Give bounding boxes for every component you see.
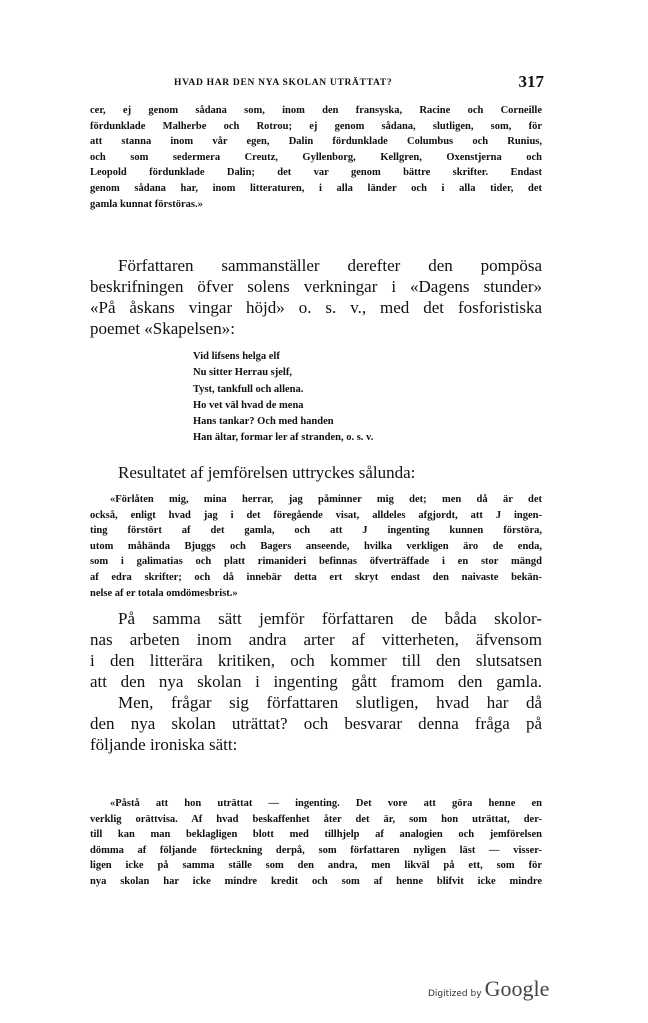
text-line: den nya skolan uträttat? och besvarar denna fråga på [90,714,542,733]
page-number: 317 [518,72,544,91]
poem-line: Hans tankar? Och med handen [193,416,334,428]
text-line: Men, frågar sig författaren slutligen, hvad har då [118,693,542,712]
poem-quote [193,349,373,447]
text-line: gamla kunnat förstöras.» [90,198,203,210]
running-head: HVAD HAR DEN NYA SKOLAN UTRÄTTAT? [174,78,393,88]
paragraph-body [90,608,542,755]
poem-line: Tyst, tankfull och allena. [193,383,304,395]
poem-line: Han ältar, formar ler af stranden, o. s. v. [193,432,374,444]
paragraph-body [90,255,542,339]
text-line: i den litterära kritiken, och kommer till den slutsatsen [90,651,542,670]
text-line: dömma af följande förteckning derpå, som författaren nyligen läst — visser- [90,844,542,856]
paragraph-quote [90,492,542,601]
text-line: cer, ej genom sådana som, inom den fransyska, Racine och Corneille [90,105,542,116]
text-line: nya skolan har icke mindre kredit och som af henne blifvit icke mindre [90,875,542,887]
text-line: af edra skrifter; och då innebär detta ert skryt endast den naivaste bekän- [90,571,542,583]
text-line: och som sedermera Creutz, Gyllenborg, Kellgren, Oxenstjerna och [90,151,542,163]
text-line: nas arbeten inom andra arter af vitterheten, äfvensom [90,630,542,649]
text-line: också, enligt hvad jag i det föregående visat, alldeles afgjordt, att J ingen- [90,509,542,521]
text-line: Resultatet af jemförelsen uttryckes sålunda: [118,463,416,482]
digitized-footer [428,976,568,1002]
page-header [124,74,544,94]
text-line: följande ironiska sätt: [90,735,238,754]
text-line: «Påstå att hon uträttat — ingenting. Det vore att göra henne en [110,798,542,809]
paragraph-body [90,462,542,483]
text-line: ting förstört af det gamla, och att J ingenting kunnen förstöra, [90,525,542,537]
paragraph-quote-continuation [90,103,542,212]
text-line: Leopold fördunklade Dalin; det var genom bättre skrifter. Endast [90,167,542,179]
text-line: att den nya skolan i ingenting gått framom den gamla. [90,672,542,691]
text-line: ligen icke på samma ställe som den andra, men likväl på ett, som för [90,860,542,872]
paragraph-quote [90,796,542,890]
text-line: beskrifningen öfver solens verkningar i «Dagens stunder» [90,277,542,296]
text-line: genom sådana har, inom litteraturen, i alla länder och i alla tider, det [90,182,542,194]
digitized-label: Digitized by [428,989,482,999]
poem-line: Vid lifsens helga elf [193,351,280,362]
text-line: till kan man beklagligen blott med tillhjelp af analogien och jemförelsen [90,829,542,841]
text-line: som i galimatias och platt rimanideri befinnas öfverträffade i en stor mängd [90,556,542,568]
text-line: nelse af er totala omdömesbrist.» [90,587,238,599]
text-line: verklig orättvisa. Af hvad beskaffenhet åter det är, som hon uträttat, der- [90,813,542,825]
poem-line: Ho vet väl hvad de mena [193,399,304,411]
google-logo: Google [484,976,550,1001]
text-line: På samma sätt jemför författaren de båda skolor- [118,609,542,628]
text-line: poemet «Skapelsen»: [90,319,235,338]
text-line: «Förlåten mig, mina herrar, jag påminner mig det; men då är det [110,494,542,505]
text-line: fördunklade Malherbe och Rotrou; ej genom sådana, slutligen, som, för [90,120,542,132]
text-line: utom måhända Bjuggs och Bagers anseende, hvilka verkligen äro de enda, [90,540,542,552]
poem-line: Nu sitter Herrau sjelf, [193,367,292,379]
text-line: att stanna inom vår egen, Dalin fördunklade Columbus och Runius, [90,136,542,148]
text-line: Författaren sammanställer derefter den pompösa [118,256,542,275]
text-line: «På åskans vingar höjd» o. s. v., med det fosforistiska [90,298,542,317]
